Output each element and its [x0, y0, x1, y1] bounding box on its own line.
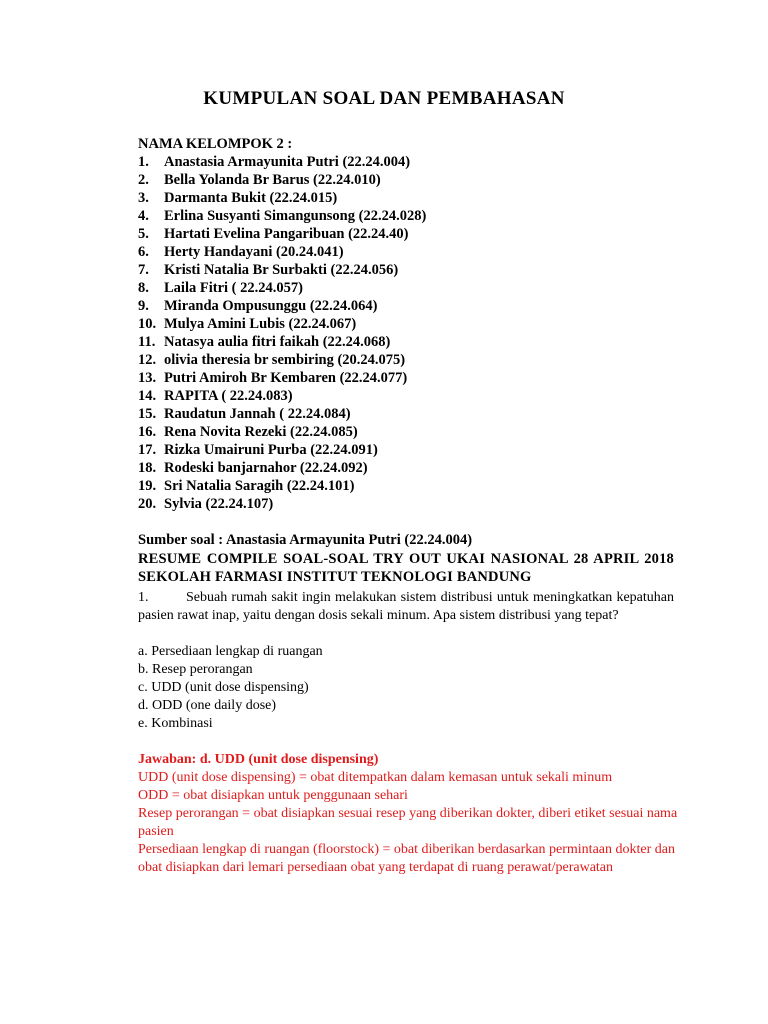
document-title: KUMPULAN SOAL DAN PEMBAHASAN [203, 88, 565, 109]
member-number: 14. [138, 388, 157, 404]
member-number: 5. [138, 226, 149, 242]
member-item [138, 405, 426, 423]
member-name: Herty Handayani (20.24.041) [164, 244, 344, 260]
member-number: 10. [138, 316, 157, 332]
member-item [138, 387, 426, 405]
member-item [138, 315, 426, 333]
question-text: Sebuah rumah sakit ingin melakukan sistem distribusi untuk meningkatkan kepatuhan pasien rawat inap, yaitu dengan dosis sekali minum. Apa sistem distribusi yang tepat? [138, 590, 674, 623]
member-number: 13. [138, 370, 157, 386]
member-name: Rena Novita Rezeki (22.24.085) [164, 424, 358, 440]
member-item [138, 441, 426, 459]
member-number: 6. [138, 244, 149, 260]
member-item [138, 279, 426, 297]
member-number: 12. [138, 352, 157, 368]
answer-options [138, 643, 323, 733]
explanation-line: Persediaan lengkap di ruangan (floorstock) = obat diberikan berdasarkan permintaan dokter dan obat disiapkan dari lemari persediaan obat yang terdapat di ruang perawat/perawatan [138, 842, 675, 875]
question-number: 1. [138, 590, 149, 605]
member-number: 19. [138, 478, 157, 494]
member-number: 7. [138, 262, 149, 278]
member-name: Raudatun Jannah ( 22.24.084) [164, 406, 351, 422]
member-number: 15. [138, 406, 157, 422]
question-block [138, 589, 674, 625]
member-item [138, 171, 426, 189]
member-number: 3. [138, 190, 149, 206]
member-name: Darmanta Bukit (22.24.015) [164, 190, 338, 206]
member-item [138, 495, 426, 513]
member-number: 2. [138, 172, 149, 188]
group-label: NAMA KELOMPOK 2 : [138, 136, 293, 152]
option-item: b. Resep perorangan [138, 662, 253, 677]
option-item: c. UDD (unit dose dispensing) [138, 680, 309, 695]
member-name: Sylvia (22.24.107) [164, 496, 274, 512]
member-name: Rizka Umairuni Purba (22.24.091) [164, 442, 378, 458]
member-list [138, 153, 426, 513]
member-name: olivia theresia br sembiring (20.24.075) [164, 352, 406, 368]
member-name: Rodeski banjarnahor (22.24.092) [164, 460, 368, 476]
member-name: RAPITA ( 22.24.083) [164, 388, 293, 404]
member-number: 16. [138, 424, 157, 440]
member-number: 18. [138, 460, 157, 476]
member-item [138, 297, 426, 315]
member-name: Mulya Amini Lubis (22.24.067) [164, 316, 357, 332]
member-name: Natasya aulia fitri faikah (22.24.068) [164, 334, 391, 350]
resume-heading: RESUME COMPILE SOAL-SOAL TRY OUT UKAI NASIONAL 28 APRIL 2018 SEKOLAH FARMASI INSTITUT TEKNOLOGI BANDUNG [138, 551, 674, 585]
option-item: d. ODD (one daily dose) [138, 698, 277, 713]
explanation-line: ODD = obat disiapkan untuk penggunaan sehari [138, 788, 408, 803]
member-item [138, 261, 426, 279]
member-item [138, 477, 426, 495]
member-number: 17. [138, 442, 157, 458]
explanation-line: Resep perorangan = obat disiapkan sesuai resep yang diberikan dokter, diberi etiket sesuai nama pasien [138, 806, 678, 839]
explanation-line: UDD (unit dose dispensing) = obat ditempatkan dalam kemasan untuk sekali minum [138, 770, 613, 785]
answer-explanation [138, 751, 678, 877]
member-item [138, 423, 426, 441]
member-item [138, 153, 426, 171]
question-source: Sumber soal : Anastasia Armayunita Putri (22.24.004) [138, 532, 473, 548]
member-name: Hartati Evelina Pangaribuan (22.24.40) [164, 226, 409, 242]
member-name: Laila Fitri ( 22.24.057) [164, 280, 303, 296]
member-item [138, 333, 426, 351]
member-name: Miranda Ompusunggu (22.24.064) [164, 298, 378, 314]
member-item [138, 459, 426, 477]
member-number: 8. [138, 280, 149, 296]
member-item [138, 369, 426, 387]
member-number: 9. [138, 298, 149, 314]
member-name: Erlina Susyanti Simangunsong (22.24.028) [164, 208, 427, 224]
option-item: e. Kombinasi [138, 716, 213, 731]
member-item [138, 243, 426, 261]
member-number: 11. [138, 334, 156, 350]
member-item [138, 189, 426, 207]
member-name: Sri Natalia Saragih (22.24.101) [164, 478, 355, 494]
member-item [138, 351, 426, 369]
option-item: a. Persediaan lengkap di ruangan [138, 644, 323, 659]
member-name: Kristi Natalia Br Surbakti (22.24.056) [164, 262, 399, 278]
member-name: Anastasia Armayunita Putri (22.24.004) [164, 154, 411, 170]
member-name: Bella Yolanda Br Barus (22.24.010) [164, 172, 381, 188]
member-name: Putri Amiroh Br Kembaren (22.24.077) [164, 370, 408, 386]
answer-heading: Jawaban: d. UDD (unit dose dispensing) [138, 752, 379, 767]
member-number: 20. [138, 496, 157, 512]
member-number: 1. [138, 154, 149, 170]
member-item [138, 207, 426, 225]
member-item [138, 225, 426, 243]
member-number: 4. [138, 208, 149, 224]
